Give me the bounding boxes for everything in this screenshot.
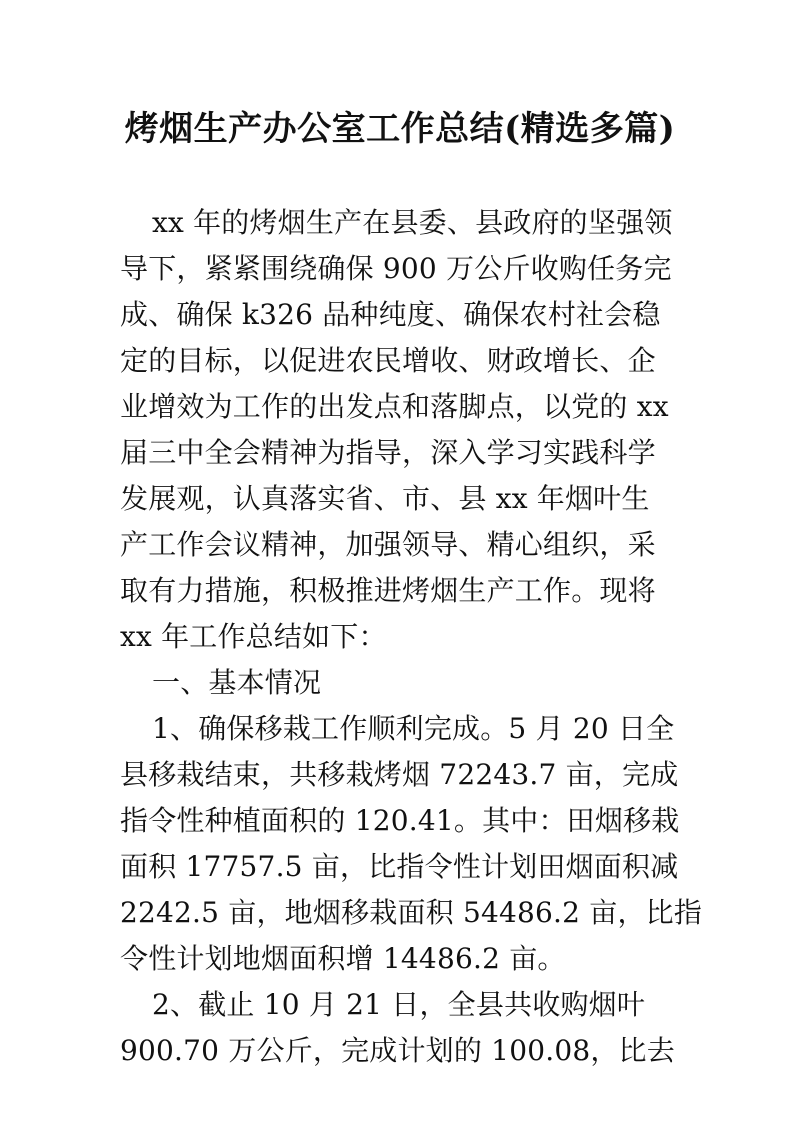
paragraph-line: 产工作会议精神，加强领导、精心组织，采: [120, 528, 656, 561]
paragraph-line: 发展观，认真落实省、市、县 xx 年烟叶生: [120, 482, 650, 515]
document-body: [120, 200, 703, 1074]
paragraph-line: 业增效为工作的出发点和落脚点，以党的 xx: [120, 390, 669, 423]
paragraph-line: xx 年工作总结如下：: [120, 620, 387, 653]
paragraph-line: 令性计划地烟面积增 14486.2 亩。: [120, 942, 566, 975]
paragraph-line: 2242.5 亩，地烟移栽面积 54486.2 亩，比指: [120, 896, 703, 929]
document-title: 烤烟生产办公室工作总结(精选多篇): [124, 109, 676, 149]
paragraph-line: 1、确保移栽工作顺利完成。5 月 20 日全: [152, 712, 675, 745]
paragraph-line: 定的目标，以促进农民增收、财政增长、企: [120, 344, 656, 377]
section-heading: 一、基本情况: [152, 666, 322, 699]
paragraph-line: xx 年的烤烟生产在县委、县政府的坚强领: [152, 206, 673, 239]
paragraph-line: 面积 17757.5 亩，比指令性计划田烟面积减: [120, 850, 679, 883]
paragraph-line: 900.70 万公斤，完成计划的 100.08，比去: [120, 1034, 675, 1067]
paragraph-line: 指令性种植面积的 120.41。其中：田烟移栽: [120, 804, 680, 837]
paragraph-line: 届三中全会精神为指导，深入学习实践科学: [120, 436, 656, 469]
paragraph-line: 2、截止 10 月 21 日，全县共收购烟叶: [152, 988, 646, 1021]
paragraph-line: 成、确保 k326 品种纯度、确保农村社会稳: [120, 298, 661, 331]
paragraph-line: 取有力措施，积极推进烤烟生产工作。现将: [120, 574, 656, 607]
paragraph-line: 县移栽结束，共移栽烤烟 72243.7 亩，完成: [120, 758, 679, 791]
paragraph-line: 导下，紧紧围绕确保 900 万公斤收购任务完: [120, 252, 672, 285]
